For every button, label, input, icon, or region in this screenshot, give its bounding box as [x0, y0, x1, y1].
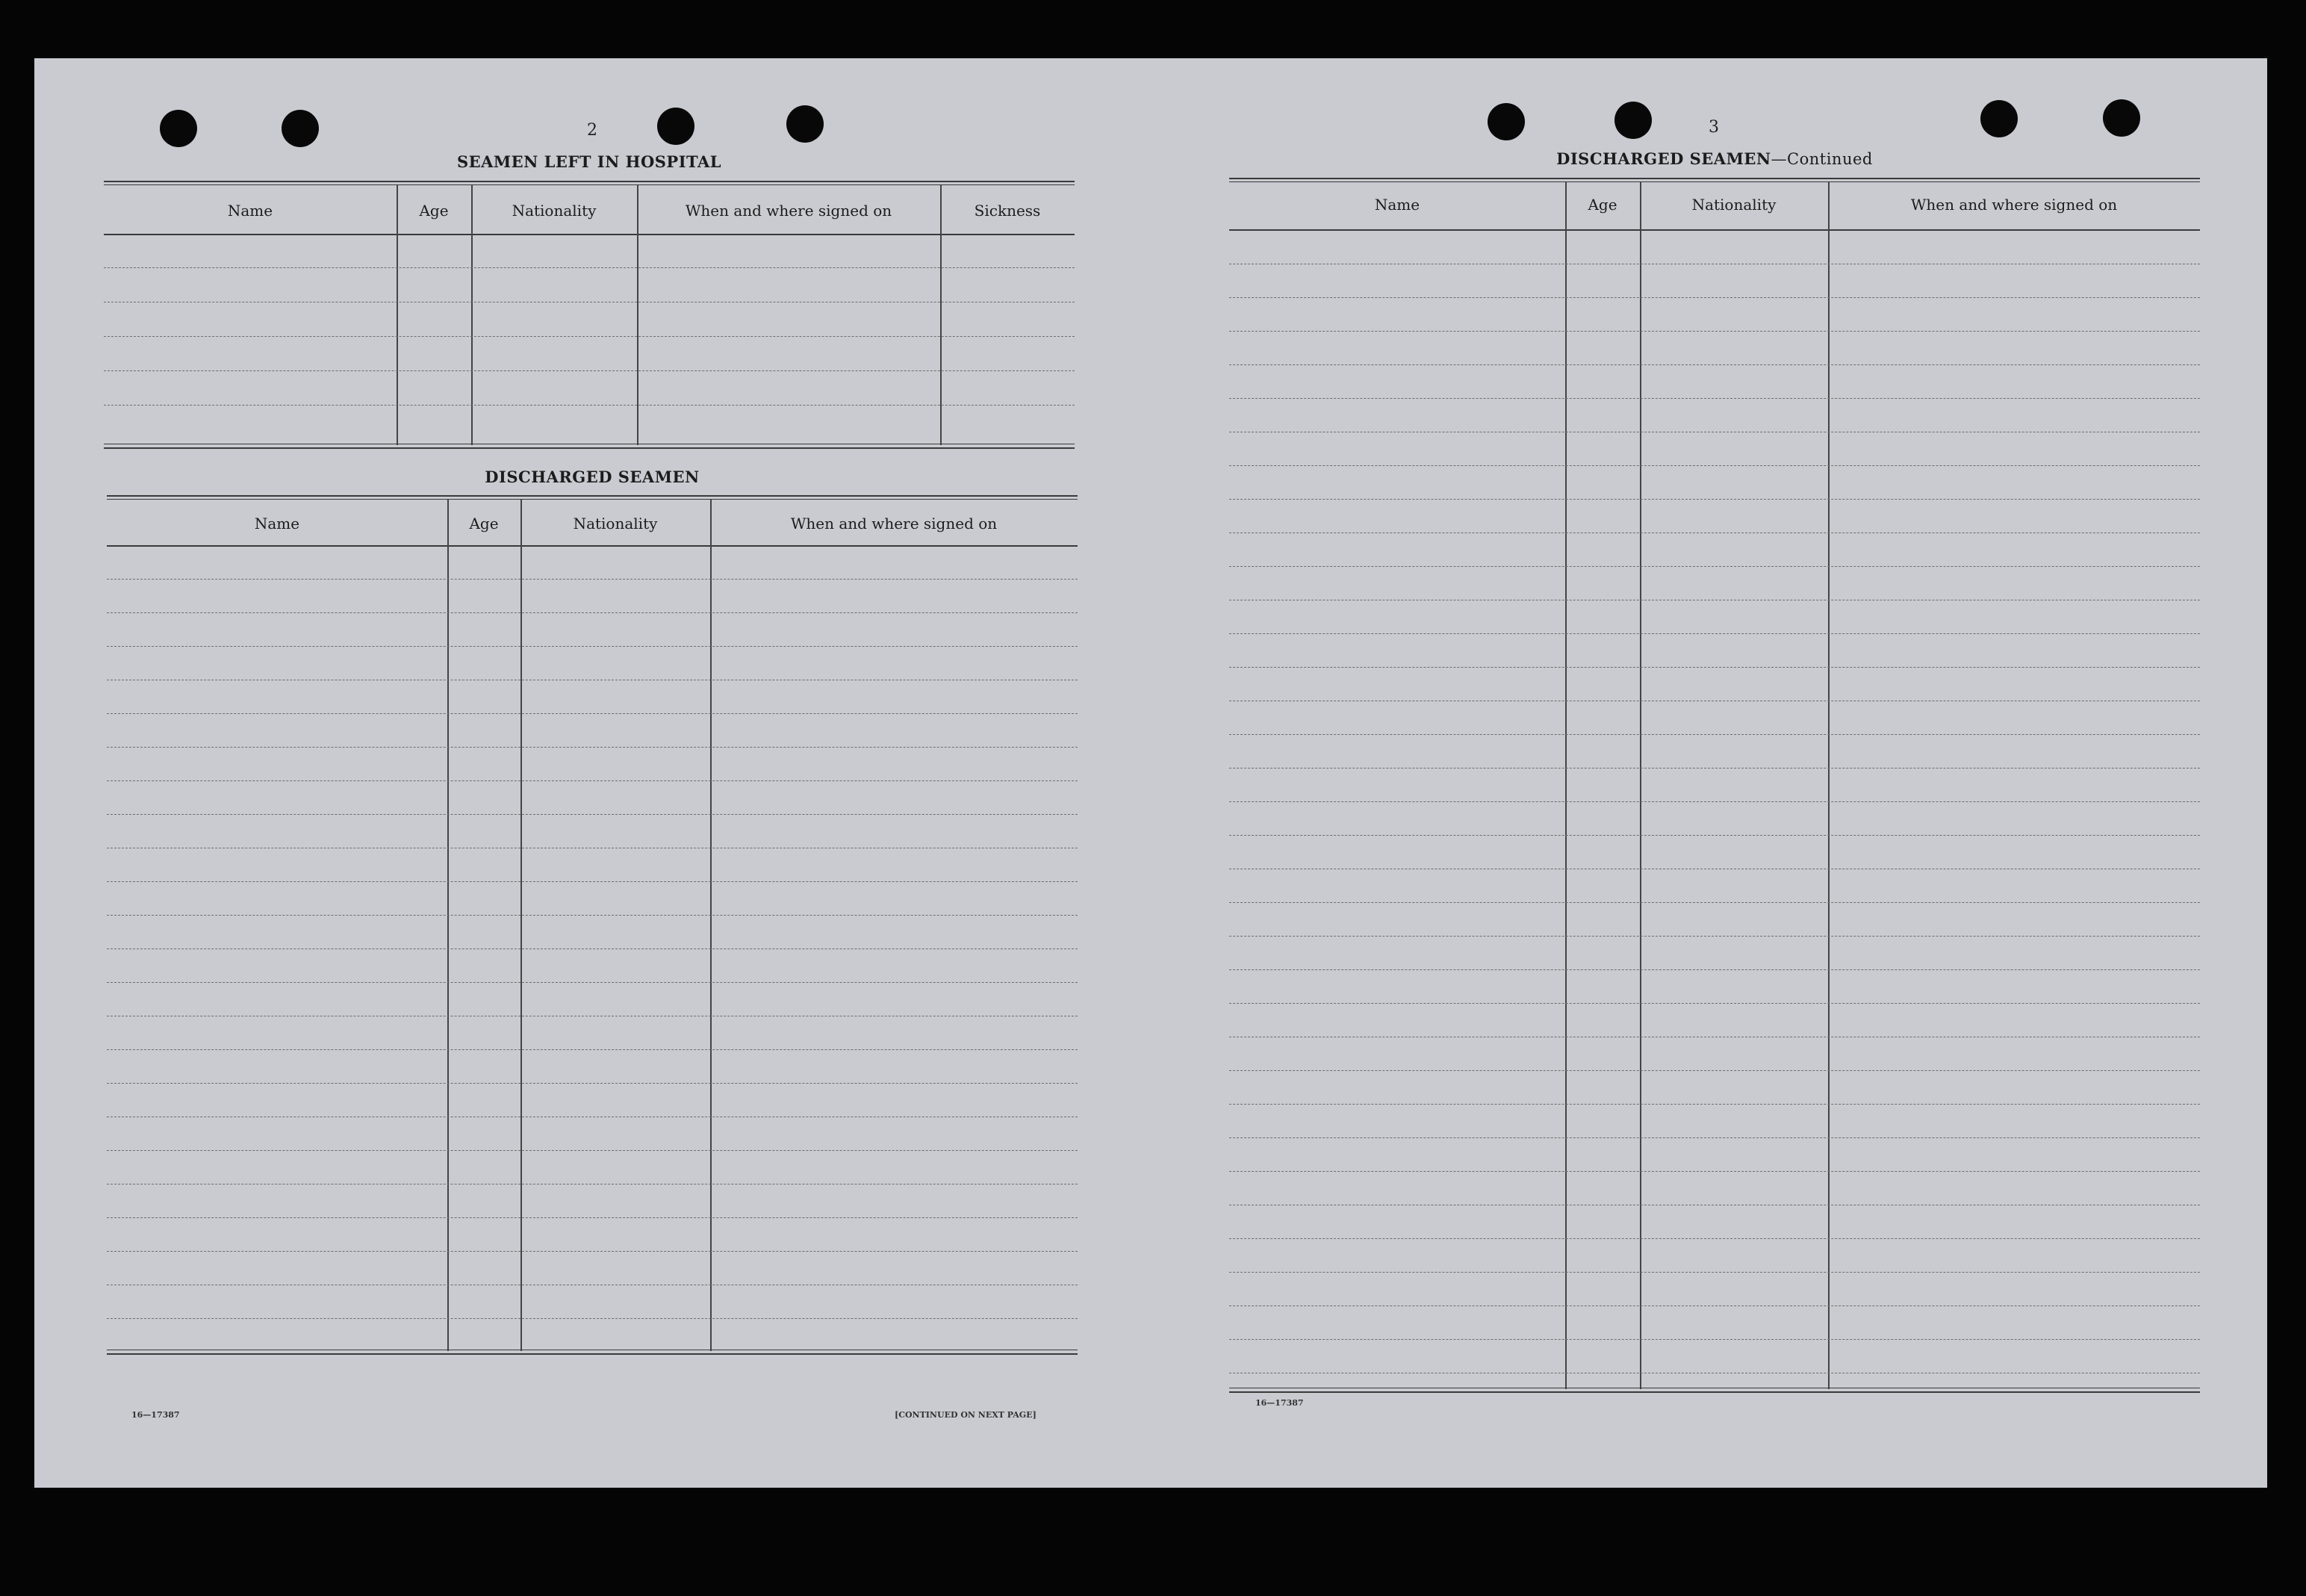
table-row [1229, 667, 2200, 668]
column-header-age: Age [419, 202, 449, 220]
column-header-age: Age [469, 515, 499, 532]
discharged-continued-title [1229, 149, 2200, 168]
punch-hole [160, 110, 197, 147]
column-header-nationality: Nationality [573, 515, 658, 532]
table-row [104, 336, 1075, 337]
table-row [1229, 1137, 2200, 1138]
punch-hole [282, 110, 319, 147]
column-divider [447, 500, 449, 1351]
punch-hole [786, 105, 824, 143]
table-row [107, 1251, 1078, 1252]
table-row [1229, 1104, 2200, 1105]
column-header-name: Name [227, 202, 273, 220]
punch-hole [2103, 99, 2140, 137]
page-number-left: 2 [587, 121, 597, 140]
table-row [1229, 465, 2200, 466]
header-rule [104, 234, 1075, 235]
column-divider [520, 500, 522, 1351]
table-row [107, 612, 1078, 613]
table-row [107, 915, 1078, 916]
column-header-nationality: Nationality [1691, 196, 1777, 214]
table-row [1229, 835, 2200, 836]
column-divider [637, 185, 638, 445]
punch-hole [1980, 100, 2018, 137]
page-number-right: 3 [1709, 118, 1719, 137]
column-divider [710, 500, 712, 1351]
table-row [104, 370, 1075, 371]
table-bottom-rule [104, 444, 1075, 449]
table-row [107, 814, 1078, 815]
table-row [1229, 1003, 2200, 1004]
table-row [1229, 1238, 2200, 1239]
punch-hole [1614, 102, 1652, 139]
table-row [1229, 398, 2200, 399]
discharged-table [107, 495, 1078, 1463]
table-row [107, 881, 1078, 882]
column-header-when-where: When and where signed on [685, 202, 892, 220]
document-sheet [34, 58, 2267, 1488]
table-row [107, 1318, 1078, 1319]
table-row [1229, 969, 2200, 970]
column-header-when-where: When and where signed on [790, 515, 998, 532]
header-rule [107, 545, 1078, 547]
table-row [107, 1217, 1078, 1218]
table-bottom-rule [1229, 1388, 2200, 1393]
header-rule [1229, 229, 2200, 231]
table-row [1229, 801, 2200, 802]
table-row [1229, 1272, 2200, 1273]
table-row [1229, 1305, 2200, 1306]
column-header-when-where: When and where signed on [1910, 196, 2118, 214]
table-row [1229, 734, 2200, 735]
column-header-name: Name [254, 515, 300, 532]
continued-note: [CONTINUED ON NEXT PAGE] [895, 1410, 1037, 1420]
table-row [1229, 936, 2200, 937]
table-row [107, 780, 1078, 781]
table-row [107, 982, 1078, 983]
column-header-name: Name [1374, 196, 1420, 214]
punch-hole [657, 108, 694, 145]
column-divider [471, 185, 473, 445]
discharged-continued-table [1229, 178, 2200, 1456]
table-row [107, 948, 1078, 949]
table-row [107, 579, 1078, 580]
table-row [107, 1049, 1078, 1050]
column-header-age: Age [1588, 196, 1617, 214]
table-row [1229, 331, 2200, 332]
hospital-table [104, 181, 1075, 451]
table-row [1229, 566, 2200, 567]
table-row [107, 1083, 1078, 1084]
table-top-rule [1229, 178, 2200, 182]
discharged-table-title: DISCHARGED SEAMEN [485, 468, 700, 486]
table-row [1229, 532, 2200, 533]
table-row [104, 267, 1075, 268]
table-row [1229, 499, 2200, 500]
table-row [107, 646, 1078, 647]
table-row [1229, 364, 2200, 365]
title-suffix: —Continued [1771, 150, 1873, 168]
table-row [107, 747, 1078, 748]
table-row [1229, 297, 2200, 298]
table-row [1229, 1171, 2200, 1172]
table-row [1229, 633, 2200, 634]
table-top-rule [104, 181, 1075, 185]
column-divider [1640, 182, 1641, 1389]
column-divider [397, 185, 398, 445]
title-main: DISCHARGED SEAMEN [1556, 149, 1771, 168]
table-row [1229, 1070, 2200, 1071]
column-header-sickness: Sickness [974, 202, 1041, 220]
table-row [107, 713, 1078, 714]
column-divider [1565, 182, 1567, 1389]
column-header-nationality: Nationality [512, 202, 597, 220]
table-top-rule [107, 495, 1078, 500]
table-bottom-rule [107, 1350, 1078, 1355]
table-row [104, 405, 1075, 406]
table-row [107, 1150, 1078, 1151]
form-number-left: 16—17387 [131, 1410, 180, 1420]
column-divider [1828, 182, 1830, 1389]
column-divider [940, 185, 942, 445]
form-number-right: 16—17387 [1255, 1398, 1304, 1408]
table-row [1229, 902, 2200, 903]
hospital-table-title: SEAMEN LEFT IN HOSPITAL [456, 152, 722, 171]
punch-hole [1488, 103, 1525, 140]
table-row [1229, 1339, 2200, 1340]
